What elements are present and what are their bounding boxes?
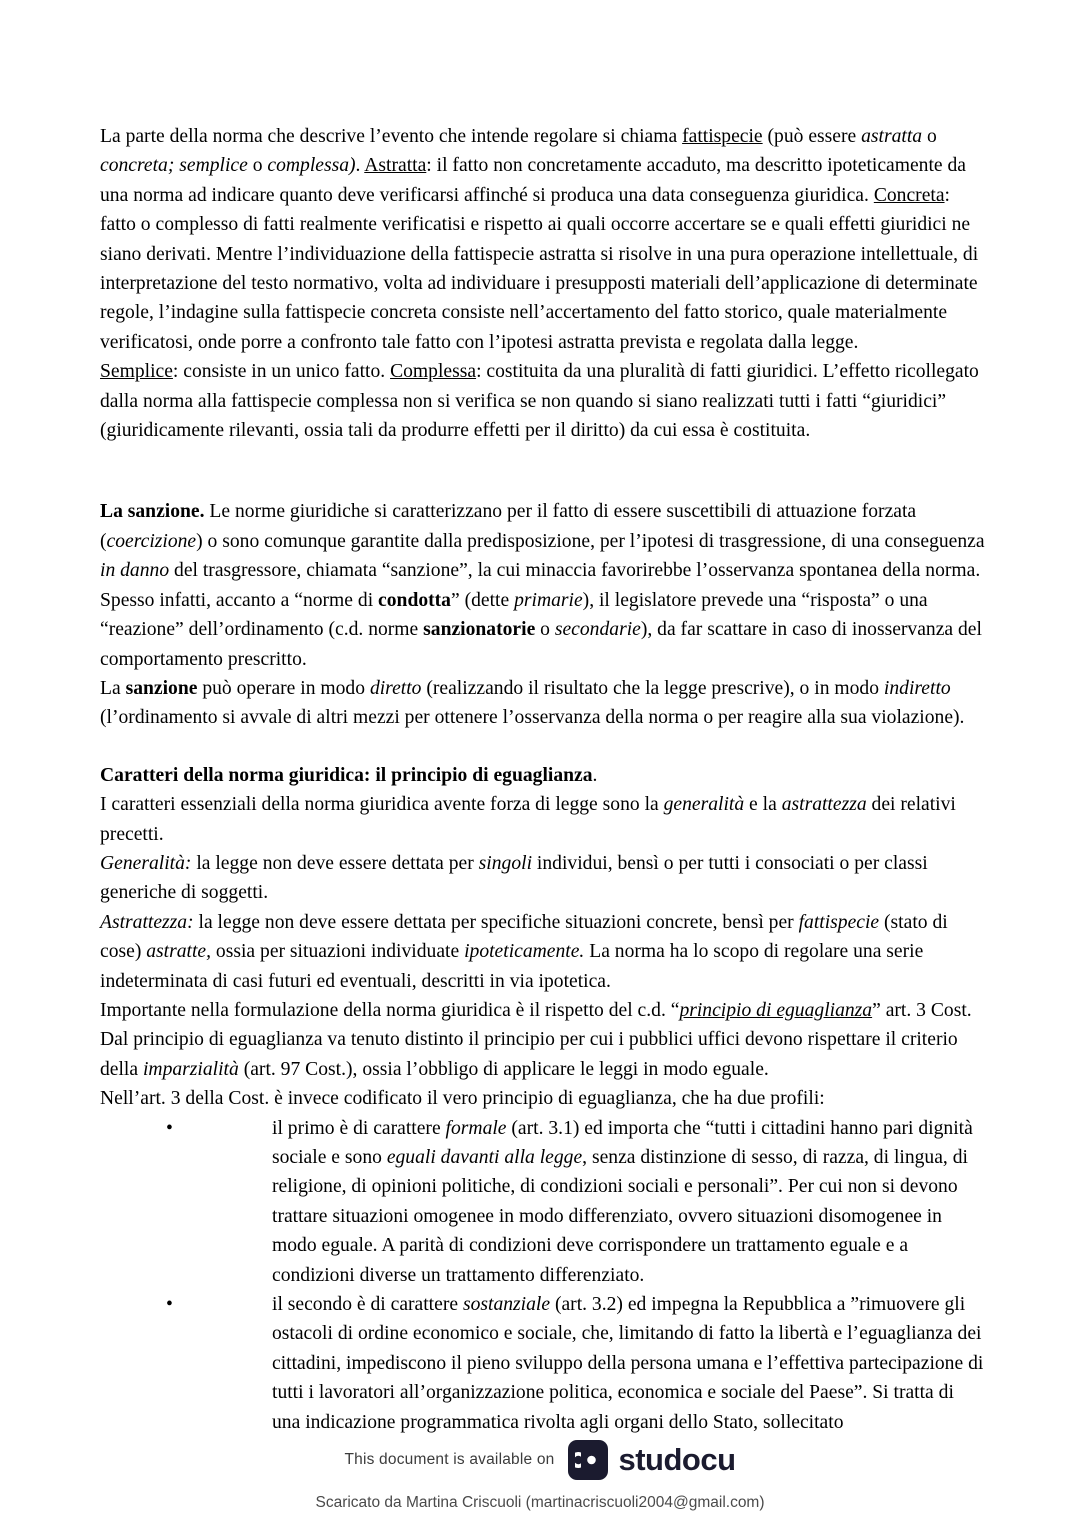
paragraph-imparzialita (100, 1025, 985, 1084)
text-run-italic: concreta; semplice (100, 155, 248, 177)
text-run-underline-italic: principio di eguaglianza (679, 999, 873, 1021)
text-run: il secondo è di carattere (272, 1294, 463, 1316)
text-run: : consiste in un unico fatto. (172, 361, 391, 383)
text-run-italic: coercizione (106, 530, 197, 552)
text-run-italic: indiretto (883, 677, 951, 699)
studocu-mark-icon (568, 1440, 608, 1480)
text-run: : fatto o complesso di fatti realmente verificatisi e rispetto ai quali occorre accertare se e quali effetti giuridici ne siano derivati. Mentre l’individuazione della fattispecie astratta si risolve in una pura operazione intellettuale, di interpretazione del testo normativo, volta ad individuare i presupposti materiali dell’applicazione di determinate regole, l’indagine sulla fattispecie concreta consiste nell’accertamento del fatto storico, quale materialmente verificatosi, onde porre a confronto tale fatto con l’ipotesi astratta prevista e regolata dalla legge. (100, 184, 979, 353)
term-astrattezza: Astrattezza: (100, 911, 194, 933)
text-run: (realizzando il risultato che la legge prescrive), o in modo (421, 677, 884, 699)
text-run: ), da far scattare in caso di inosservanza del comportamento prescritto. (100, 619, 982, 670)
text-run: la legge non deve essere dettata per specifiche situazioni concrete, bensì per (193, 911, 799, 933)
text-run-bold: condotta (378, 589, 451, 611)
bullet-icon: • (166, 1294, 173, 1316)
text-run: (può essere (762, 126, 862, 147)
text-run: può operare in modo (197, 677, 370, 699)
text-run-italic: formale (445, 1117, 507, 1139)
text-run: o (247, 155, 268, 177)
text-run: il primo è di carattere (272, 1117, 446, 1139)
text-run: individui, bensì o per tutti i consociati o per classi generiche di soggetti. (100, 852, 928, 904)
term-generalita: Generalità: (100, 852, 192, 874)
text-run-underline: Astratta (364, 155, 427, 177)
paragraph-la-sanzione (100, 497, 985, 585)
text-run: : costituita da una pluralità di fatti giuridici. L’effetto ricollegato dalla norma alla fattispecie complessa non si verifica se non quando si siano realizzati tutti i fatti “giuridici” (giuridicamente rilevanti, ossia tali da produrre effetti per il diritto) da cui essa è costituita. (100, 361, 979, 442)
paragraph-astrattezza (100, 908, 985, 996)
text-run: . (592, 764, 598, 786)
text-run: Le norme giuridiche si caratterizzano per il fatto di essere suscettibili di attuazione forzata ( (100, 501, 917, 552)
downloaded-by-line: Scaricato da Martina Criscuoli (martinacriscuoli2004@gmail.com) (315, 1494, 765, 1511)
text-run: ossia per situazioni individuate (211, 941, 465, 963)
text-run: Dal principio di eguaglianza va tenuto distinto il principio per cui i pubblici uffici devono rispettare il criterio della (100, 1029, 958, 1080)
text-run: . (355, 155, 365, 177)
text-run: ), il legislatore prevede una “risposta” o una “reazione” dell’ordinamento (c.d. norme (100, 589, 928, 641)
text-run: (art. 3.1) ed importa che “tutti i cittadini hanno pari dignità sociale e sono (272, 1117, 973, 1168)
paragraph-due-profili (100, 1084, 985, 1113)
text-run: La norma ha lo scopo di regolare una serie indeterminata di casi futuri ed eventuali, descritti in via ipotetica. (100, 941, 924, 992)
text-run-italic: primarie (514, 589, 583, 611)
heading-caratteri-norma (100, 761, 985, 790)
text-run: o (535, 619, 555, 641)
section-spacer (100, 445, 985, 497)
heading-text: Caratteri della norma giuridica: il principio di eguaglianza (100, 764, 593, 786)
text-run: la legge non deve essere dettata per (191, 852, 479, 874)
text-run: : il fatto non concretamente accaduto, ma descritto ipoteticamente da una norma ad indicare quanto deve verificarsi affinché si produca una data conseguenza giuridica. (100, 155, 966, 206)
list-item-profilo-sostanziale (100, 1290, 985, 1437)
text-run-italic: sostanziale (462, 1294, 551, 1316)
paragraph-generalita (100, 849, 985, 908)
heading-la-sanzione: La sanzione. (100, 501, 205, 523)
text-run: e la (744, 794, 782, 816)
text-run: o (922, 126, 937, 147)
available-on-label: This document is available on (344, 1451, 555, 1468)
text-run-italic: fattispecie (798, 911, 880, 933)
text-run-italic: generalità (663, 794, 745, 816)
text-run-italic: astratta (861, 126, 923, 147)
text-run: La (100, 677, 126, 699)
paragraph-norme-condotta (100, 586, 985, 674)
text-run-italic: astratte, (146, 941, 212, 963)
text-run-italic: diretto (369, 677, 422, 699)
text-run-underline: fattispecie (682, 126, 763, 147)
text-run-underline: Concreta (873, 184, 945, 206)
text-run: (art. 3.2) ed impegna la Repubblica a ”rimuovere gli ostacoli di ordine economico e sociale, che, limitando di fatto la libertà e l’eguaglianza dei cittadini, impediscono il pieno sviluppo della persona umana e l’effettiva partecipazione di tutti i lavoratori all’organizzazione politica, economica e sociale del Paese”. Si tratta di una indicazione programmatica rivolta agli organi dello Stato, sollecitato (272, 1294, 984, 1433)
text-run: Importante nella formulazione della norma giuridica è il rispetto del c.d. “ (100, 999, 680, 1021)
paragraph-caratteri-essenziali (100, 790, 985, 849)
page-footer (0, 1440, 1080, 1528)
studocu-banner (0, 1440, 1080, 1480)
list-item-profilo-formale (100, 1114, 985, 1290)
studocu-wordmark: studocu (618, 1442, 736, 1477)
studocu-logo (568, 1440, 735, 1480)
text-run: (art. 97 Cost.), ossia l’obbligo di applicare le leggi in modo eguale. (238, 1058, 769, 1080)
paragraph-semplice-complessa (100, 357, 985, 445)
text-run-bold: sanzione (125, 677, 198, 699)
text-run-italic: imparzialità (142, 1058, 239, 1080)
text-run: La parte della norma che descrive l’evento che intende regolare si chiama (100, 126, 683, 147)
text-run-italic: complessa) (267, 155, 356, 177)
text-run-italic: singoli (478, 852, 533, 874)
text-run-italic: astrattezza (781, 794, 867, 816)
text-run: (l’ordinamento si avvale di altri mezzi per ottenere l’osservanza della norma o per reagire alla sua violazione). (100, 707, 965, 729)
text-run-italic: ipoteticamente. (464, 941, 585, 963)
text-run: del trasgressore, chiamata “sanzione”, la cui minaccia favorirebbe l’osservanza spontanea della norma. (169, 560, 981, 582)
text-run: I caratteri essenziali della norma giuridica avente forza di legge sono la (100, 794, 664, 816)
document-body (100, 122, 985, 1437)
text-run: Nell’art. 3 della Cost. è invece codificato il vero principio di eguaglianza, che ha due profili: (100, 1088, 825, 1110)
text-run: dei relativi precetti. (100, 794, 956, 845)
text-run-italic: in danno (100, 560, 170, 582)
text-run: ” art. 3 Cost. (872, 999, 972, 1021)
paragraph-sanzione-diretto (100, 674, 985, 733)
bullet-icon: • (166, 1117, 173, 1139)
text-run: ” (dette (450, 589, 515, 611)
text-run-bold: sanzionatorie (423, 619, 536, 641)
paragraph-fattispecie (100, 122, 985, 357)
text-run: ) o sono comunque garantite dalla predisposizione, per l’ipotesi di trasgressione, di una conseguenza (196, 530, 985, 552)
section-spacer (100, 733, 985, 761)
text-run: Spesso infatti, accanto a “norme di (100, 589, 379, 611)
text-run-italic: eguali davanti alla legge (386, 1147, 583, 1168)
text-run-italic: secondarie (554, 619, 641, 641)
paragraph-principio-eguaglianza (100, 996, 985, 1025)
text-run: , senza distinzione di sesso, di razza, di lingua, di religione, di opinioni politiche, di condizioni sociali e personali”. Per cui non si devono trattare situazioni omogenee in modo differenziato, ovvero situazioni disomogenee in modo eguale. A parità di condizioni deve corrispondere un trattamento eguale e a condizioni diverse un trattamento differenziato. (272, 1147, 968, 1286)
text-run-underline: Complessa (390, 361, 477, 383)
text-run-underline: Semplice (100, 361, 173, 383)
text-run: (stato di cose) (100, 911, 948, 963)
